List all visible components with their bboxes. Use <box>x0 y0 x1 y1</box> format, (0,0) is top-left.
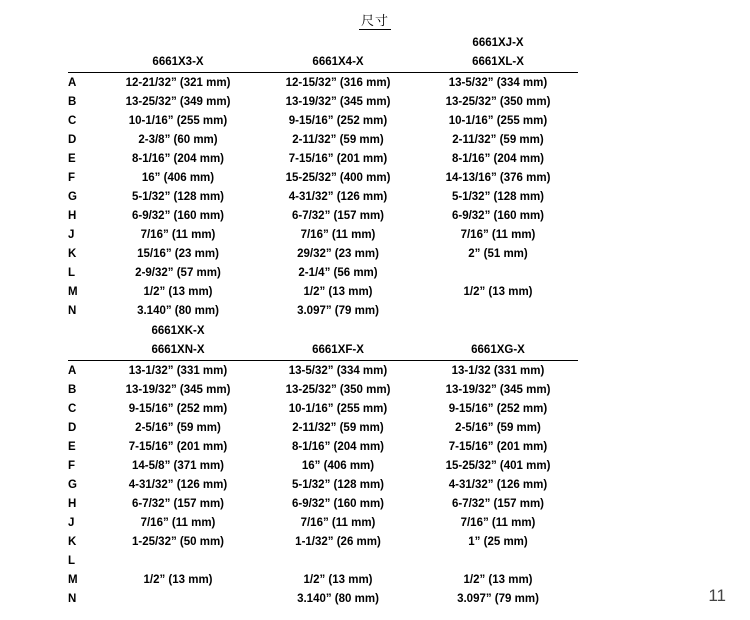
table-header-row-upper-2 <box>68 322 578 341</box>
cell2-k-3: 1” (25 mm) <box>468 535 528 548</box>
row-label-m: M <box>68 285 78 298</box>
row-label-c: C <box>68 114 77 127</box>
row-label-j: J <box>68 228 75 241</box>
row2-label-d: D <box>68 421 77 434</box>
table-row <box>68 92 578 111</box>
cell2-e-2: 8-1/16” (204 mm) <box>291 440 385 453</box>
table-header-row-lower <box>68 53 578 73</box>
cell-k-3: 2” (51 mm) <box>468 247 528 260</box>
cell-h-1: 6-9/32” (160 mm) <box>131 209 225 222</box>
cell2-d-1: 2-5/16” (59 mm) <box>135 421 221 434</box>
cell-n-1: 3.140” (80 mm) <box>137 304 219 317</box>
cell2-g-1: 4-31/32” (126 mm) <box>128 478 228 491</box>
cell-e-1: 8-1/16” (204 mm) <box>131 152 225 165</box>
cell2-a-2: 13-5/32” (334 mm) <box>288 364 388 377</box>
row2-label-b: B <box>68 383 77 396</box>
cell2-n-3: 3.097” (79 mm) <box>457 592 539 605</box>
cell2-m-2: 1/2” (13 mm) <box>303 573 373 586</box>
table-row <box>68 551 578 570</box>
table-row <box>68 301 578 320</box>
row-label-d: D <box>68 133 77 146</box>
cell2-j-1: 7/16” (11 mm) <box>140 516 216 529</box>
row-label-f: F <box>68 171 76 184</box>
column-header-2-line1 <box>258 34 418 53</box>
cell-g-3: 5-1/32” (128 mm) <box>451 190 545 203</box>
table-row <box>68 244 578 263</box>
table-row <box>68 437 578 456</box>
table-row <box>68 361 578 381</box>
cell2-c-1: 9-15/16” (252 mm) <box>128 402 228 415</box>
row2-label-j: J <box>68 516 75 529</box>
row2-label-c: C <box>68 402 77 415</box>
cell-k-1: 15/16” (23 mm) <box>137 247 219 260</box>
row-label-n: N <box>68 304 77 317</box>
cell-d-2: 2-11/32” (59 mm) <box>292 133 384 146</box>
cell-g-2: 4-31/32” (126 mm) <box>288 190 388 203</box>
column-header-5-line1 <box>258 322 418 341</box>
cell2-b-3: 13-19/32” (345 mm) <box>445 383 551 396</box>
row-label-a: A <box>68 76 77 89</box>
cell-n-2: 3.097” (79 mm) <box>297 304 379 317</box>
cell2-k-1: 1-25/32” (50 mm) <box>131 535 225 548</box>
cell-b-2: 13-19/32” (345 mm) <box>285 95 391 108</box>
cell-b-1: 13-25/32” (349 mm) <box>125 95 231 108</box>
table-row <box>68 399 578 418</box>
header-corner-cell-lower-2 <box>68 341 98 361</box>
cell2-h-1: 6-7/32” (157 mm) <box>131 497 225 510</box>
column-header-5-line2: 6661XF-X <box>258 341 418 361</box>
row2-label-n: N <box>68 592 77 605</box>
cell2-c-3: 9-15/16” (252 mm) <box>448 402 548 415</box>
row2-label-f: F <box>68 459 76 472</box>
row-label-l: L <box>68 266 76 279</box>
row2-label-l: L <box>68 554 76 567</box>
header-corner-cell-2 <box>68 322 98 341</box>
row-label-e: E <box>68 152 76 165</box>
cell-h-3: 6-9/32” (160 mm) <box>451 209 545 222</box>
cell2-l-1 <box>98 551 258 570</box>
row-label-h: H <box>68 209 77 222</box>
table-row <box>68 206 578 225</box>
cell-e-2: 7-15/16” (201 mm) <box>288 152 388 165</box>
table-header-row-upper <box>68 34 578 53</box>
cell2-h-3: 6-7/32” (157 mm) <box>451 497 545 510</box>
cell2-j-2: 7/16” (11 mm) <box>300 516 376 529</box>
row2-label-g: G <box>68 478 77 491</box>
cell2-m-1: 1/2” (13 mm) <box>143 573 213 586</box>
table-row <box>68 187 578 206</box>
row2-label-a: A <box>68 364 77 377</box>
row-label-g: G <box>68 190 77 203</box>
row2-label-m: M <box>68 573 78 586</box>
table-row <box>68 494 578 513</box>
row-label-b: B <box>68 95 77 108</box>
cell-f-2: 15-25/32” (400 mm) <box>285 171 391 184</box>
cell-k-2: 29/32” (23 mm) <box>297 247 379 260</box>
header-corner-cell <box>68 34 98 53</box>
column-header-4-line2: 6661XN-X <box>98 341 258 361</box>
cell2-b-2: 13-25/32” (350 mm) <box>285 383 391 396</box>
cell2-e-3: 7-15/16” (201 mm) <box>448 440 548 453</box>
cell-j-3: 7/16” (11 mm) <box>460 228 536 241</box>
table-row <box>68 149 578 168</box>
cell2-j-3: 7/16” (11 mm) <box>460 516 536 529</box>
cell-g-1: 5-1/32” (128 mm) <box>131 190 225 203</box>
cell-d-1: 2-3/8” (60 mm) <box>138 133 218 146</box>
column-header-1-line2: 6661X3-X <box>98 53 258 73</box>
page-number: 11 <box>708 586 726 605</box>
cell-l-2: 2-1/4” (56 mm) <box>298 266 378 279</box>
cell-m-1: 1/2” (13 mm) <box>143 285 213 298</box>
table-row <box>68 475 578 494</box>
cell2-d-3: 2-5/16” (59 mm) <box>455 421 541 434</box>
row2-label-e: E <box>68 440 76 453</box>
cell-d-3: 2-11/32” (59 mm) <box>452 133 544 146</box>
row2-label-k: K <box>68 535 77 548</box>
table-row <box>68 570 578 589</box>
cell2-l-3 <box>418 551 578 570</box>
table-row <box>68 418 578 437</box>
column-header-2-line2: 6661X4-X <box>258 53 418 73</box>
table-row <box>68 282 578 301</box>
column-header-4-line1: 6661XK-X <box>151 325 205 337</box>
cell2-e-1: 7-15/16” (201 mm) <box>128 440 228 453</box>
row2-label-h: H <box>68 497 77 510</box>
cell-j-2: 7/16” (11 mm) <box>300 228 376 241</box>
cell-l-3 <box>418 263 578 282</box>
cell2-f-2: 16” (406 mm) <box>301 459 375 472</box>
table-row <box>68 513 578 532</box>
column-header-6-line1 <box>418 322 578 341</box>
cell-m-3: 1/2” (13 mm) <box>463 285 533 298</box>
column-header-6-line2: 6661XG-X <box>418 341 578 361</box>
table-header-row-lower-2 <box>68 341 578 361</box>
dimensions-table-bottom <box>68 322 578 608</box>
cell-f-3: 14-13/16” (376 mm) <box>445 171 551 184</box>
cell2-d-2: 2-11/32” (59 mm) <box>292 421 384 434</box>
cell-c-1: 10-1/16” (255 mm) <box>128 114 228 127</box>
page-title <box>0 10 750 29</box>
cell-l-1: 2-9/32” (57 mm) <box>135 266 221 279</box>
cell-e-3: 8-1/16” (204 mm) <box>451 152 545 165</box>
table-row <box>68 73 578 93</box>
table-row <box>68 380 578 399</box>
cell2-a-3: 13-1/32 (331 mm) <box>451 364 545 377</box>
row-label-k: K <box>68 247 77 260</box>
cell-f-1: 16” (406 mm) <box>141 171 215 184</box>
column-header-3-line2: 6661XL-X <box>418 53 578 73</box>
cell2-c-2: 10-1/16” (255 mm) <box>288 402 388 415</box>
cell-b-3: 13-25/32” (350 mm) <box>445 95 551 108</box>
table-row <box>68 263 578 282</box>
cell-m-2: 1/2” (13 mm) <box>303 285 373 298</box>
table-row <box>68 532 578 551</box>
table-row <box>68 168 578 187</box>
cell-c-3: 10-1/16” (255 mm) <box>448 114 548 127</box>
header-corner-cell-lower <box>68 53 98 73</box>
cell2-f-3: 15-25/32” (401 mm) <box>445 459 551 472</box>
cell2-n-1 <box>98 589 258 608</box>
cell-j-1: 7/16” (11 mm) <box>140 228 216 241</box>
cell-a-3: 13-5/32” (334 mm) <box>448 76 548 89</box>
cell2-f-1: 14-5/8” (371 mm) <box>131 459 225 472</box>
table-row <box>68 225 578 244</box>
cell-c-2: 9-15/16” (252 mm) <box>288 114 388 127</box>
column-header-3-line1: 6661XJ-X <box>472 37 524 49</box>
cell2-h-2: 6-9/32” (160 mm) <box>291 497 385 510</box>
table-row <box>68 130 578 149</box>
table-row <box>68 111 578 130</box>
cell2-g-3: 4-31/32” (126 mm) <box>448 478 548 491</box>
table-row <box>68 589 578 608</box>
cell-a-2: 12-15/32” (316 mm) <box>285 76 391 89</box>
cell2-b-1: 13-19/32” (345 mm) <box>125 383 231 396</box>
table-row <box>68 456 578 475</box>
dimensions-table-top <box>68 34 578 320</box>
cell2-l-2 <box>258 551 418 570</box>
cell-n-3 <box>418 301 578 320</box>
cell2-a-1: 13-1/32” (331 mm) <box>128 364 228 377</box>
column-header-1-line1 <box>98 34 258 53</box>
cell2-n-2: 3.140” (80 mm) <box>297 592 379 605</box>
page-title-text: 尺寸 <box>360 13 389 28</box>
cell2-g-2: 5-1/32” (128 mm) <box>291 478 385 491</box>
cell-h-2: 6-7/32” (157 mm) <box>291 209 385 222</box>
cell2-m-3: 1/2” (13 mm) <box>463 573 533 586</box>
cell2-k-2: 1-1/32” (26 mm) <box>295 535 381 548</box>
cell-a-1: 12-21/32” (321 mm) <box>125 76 231 89</box>
